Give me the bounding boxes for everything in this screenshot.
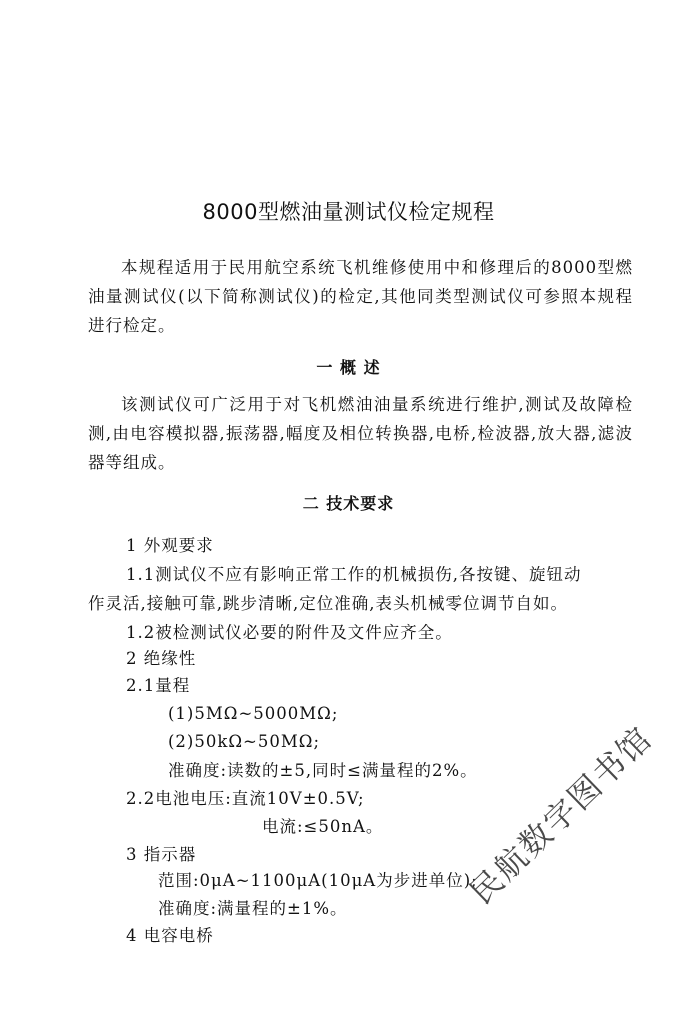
section-heading-technical-requirements: 二 技术要求 <box>302 494 395 513</box>
item-insulation: 2 绝缘性 <box>126 649 197 668</box>
insulation-accuracy: 准确度:读数的±5,同时≤满量程的2%。 <box>168 761 478 780</box>
item-2-2-battery-voltage: 2.2电池电压:直流10V±0.5V; <box>126 789 365 808</box>
section-heading-overview: 一 概 述 <box>316 358 381 377</box>
item-1-1-line-2: 作灵活,接触可靠,跳步清晰,定位准确,表头机械零位调节自如。 <box>88 594 568 613</box>
intro-paragraph: 本规程适用于民用航空系统飞机维修使用中和修理后的8000型燃油量测试仪(以下简称测试仪)的检定,其他同类型测试仪可参照本规程进行检定。 <box>88 258 633 335</box>
page-title: 8000型燃油量测试仪检定规程 <box>202 200 495 224</box>
indicator-accuracy: 准确度:满量程的±1%。 <box>158 899 348 918</box>
indicator-range: 范围:0μA~1100μA(10μA为步进单位); <box>158 871 478 890</box>
battery-current: 电流:≤50nA。 <box>262 817 384 836</box>
item-1-1-line-1: 1.1测试仪不应有影响正常工作的机械损伤,各按键、旋钮动 <box>126 565 582 584</box>
item-1-2: 1.2被检测试仪必要的附件及文件应齐全。 <box>126 623 453 642</box>
overview-paragraph: 该测试仪可广泛用于对飞机燃油油量系统进行维护,测试及故障检测,由电容模拟器,振荡器,幅度及相位转换器,电桥,检波器,放大器,滤波器等组成。 <box>88 395 633 472</box>
range-1: (1)5MΩ~5000MΩ; <box>168 704 339 723</box>
range-2: (2)50kΩ~50MΩ; <box>168 732 321 751</box>
item-2-1-range: 2.1量程 <box>126 676 191 695</box>
item-appearance: 1 外观要求 <box>126 536 214 555</box>
library-watermark: 民航数字图书馆 <box>462 718 660 912</box>
item-capacitance-bridge: 4 电容电桥 <box>126 926 214 945</box>
item-indicator: 3 指示器 <box>126 845 197 864</box>
